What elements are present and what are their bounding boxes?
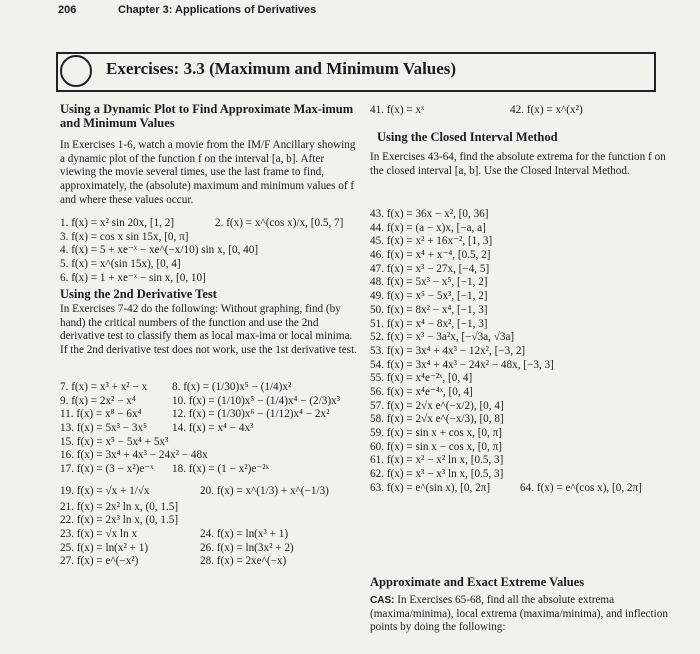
exercise-list-7-28 — [60, 381, 370, 569]
exercise-row: 54. f(x) = 3x⁴ + 4x³ − 24x² − 48x, [−3, 3] — [370, 358, 554, 371]
exercise-row: 21. f(x) = 2x² ln x, (0, 1.5] — [60, 500, 179, 513]
exercise-row: 15. f(x) = x⁵ − 5x⁴ + 5x³ — [60, 435, 169, 448]
section-circle-icon — [60, 55, 92, 87]
exercise-row: 23. f(x) = √x ln x 24. f(x) = ln(x³ + 1) — [60, 527, 289, 540]
exercise-row: 13. f(x) = 5x³ − 3x⁵ 14. f(x) = x⁴ − 4x³ — [60, 422, 254, 435]
heading-approximate-exact: Approximate and Exact Extreme Values — [370, 575, 585, 589]
cas-label: CAS: — [370, 595, 395, 606]
exercise-list-1-6 — [60, 217, 370, 285]
exercise-64: 64. f(x) = e^(cos x), [0, 2π] — [520, 481, 642, 494]
exercise-row: 61. f(x) = x² − x² ln x, [0.5, 3] — [370, 454, 504, 467]
exercise-row: 59. f(x) = sin x + cos x, [0, π] — [370, 427, 502, 439]
exercise-row: 16. f(x) = 3x⁴ + 4x³ − 24x² − 48x — [60, 449, 208, 462]
paragraph-2nd-derivative: In Exercises 7-42 do the following: Without graphing, find (by hand) the critical numbers of the function and use the 2nd derivative test to classify them as local max-ima or local minima. If the 2nd derivative test does not work, use the 1st derivative test. — [60, 303, 358, 357]
paragraph-approximate-exact: CAS: In Exercises 65-68, find all the absolute extrema (maxima/minima), local extrema (maxima/minima), and inflection points by doing the following: — [370, 594, 668, 634]
exercise-row: 47. f(x) = x³ − 27x, [−4, 5] — [370, 262, 490, 275]
exercise-row: 3. f(x) = cos x sin 15x, [0, π] — [60, 230, 189, 243]
exercise-row: 27. f(x) = e^(−x²) 28. f(x) = 2xe^(−x) — [60, 555, 287, 568]
exercise-row: 48. f(x) = 5x³ − x⁵, [−1, 2] — [370, 276, 488, 289]
heading-dynamic-plot: Using a Dynamic Plot to Find Approximate Max-imum and Minimum Values — [60, 102, 354, 130]
exercise-row: 51. f(x) = x⁴ − 8x², [−1, 3] — [370, 317, 488, 330]
exercise-row: 44. f(x) = (a − x)x, [−a, a] — [370, 221, 486, 234]
exercise-row: 25. f(x) = ln(x² + 1) 26. f(x) = ln(3x² + 2) — [60, 541, 294, 554]
paragraph-dynamic-plot: In Exercises 1-6, watch a movie from the IM/F Ancillary showing a dynamic plot of the function f on the interval [a, b]. After viewing the movie several times, use the last frame to find, approximately, the (absolute) maximum and minimum values of f and where these values occur. — [60, 139, 356, 206]
heading-closed-interval: Using the Closed Interval Method — [377, 130, 558, 144]
chapter-title: Chapter 3: Applications of Derivatives — [118, 4, 317, 16]
exercise-row: 58. f(x) = 2√x e^(−x/3), [0, 8] — [370, 413, 504, 426]
paragraph-closed-interval: In Exercises 43-64, find the absolute extrema for the function f on the closed interval [a, b]. Use the Closed Interval Method. — [370, 151, 666, 177]
exercise-41: 41. f(x) = xˣ — [370, 104, 425, 116]
exercise-row: 60. f(x) = sin x − cos x, [0, π] — [370, 440, 502, 453]
exercise-row: 50. f(x) = 8x² − x⁴, [−1, 3] — [370, 303, 488, 316]
exercise-row: 55. f(x) = x⁴e⁻²ˣ, [0, 4] — [370, 372, 473, 385]
exercise-list-43-63 — [370, 208, 680, 495]
page-number: 206 — [58, 4, 77, 16]
exercise-row: 6. f(x) = 1 + xe⁻ˣ − sin x, [0, 10] — [60, 271, 206, 284]
exercise-row: 63. f(x) = e^(sin x), [0, 2π] 64. f(x) = e^(cos x), [0, 2π] — [370, 481, 642, 494]
section-title: Exercises: 3.3 (Maximum and Minimum Values) — [106, 59, 457, 78]
exercise-row: 52. f(x) = x³ − 3a²x, [−√3a, √3a] — [370, 331, 515, 344]
exercise-row: 7. f(x) = x³ + x² − x 8. f(x) = (1/30)x⁵ − (1/4)x² — [60, 381, 292, 393]
exercise-row: 56. f(x) = x⁴e⁻⁴ˣ, [0, 4] — [370, 385, 473, 398]
heading-2nd-derivative: Using the 2nd Derivative Test — [60, 287, 217, 301]
exercise-row: 53. f(x) = 3x⁴ + 4x³ − 12x², [−3, 2] — [370, 344, 526, 357]
exercise-row: 49. f(x) = x⁵ − 5x³, [−1, 2] — [370, 290, 488, 303]
exercise-row: 62. f(x) = x³ − x³ ln x, [0.5, 3] — [370, 468, 504, 481]
exercise-row: 17. f(x) = (3 − x²)e⁻ˣ 18. f(x) = (1 − x²)e⁻²ˣ — [60, 463, 269, 476]
exercise-row: 19. f(x) = √x + 1/√x 20. f(x) = x^(1/3) + x^(−1/3) — [60, 484, 329, 497]
exercise-row: 1. f(x) = x² sin 20x, [1, 2] 2. f(x) = x^(cos x)/x, [0.5, 7] — [60, 217, 344, 229]
exercise-42: 42. f(x) = x^(x²) — [510, 104, 583, 116]
exercise-row: 11. f(x) = x⁸ − 6x⁴ 12. f(x) = (1/30)x⁶ − (1/12)x⁴ − 2x² — [60, 408, 330, 421]
exercise-row: 9. f(x) = 2x² − x⁴ 10. f(x) = (1/10)x⁵ − (1/4)x⁴ − (2/3)x³ — [60, 394, 341, 407]
exercise-row: 45. f(x) = x² + 16x⁻², [1, 3] — [370, 235, 493, 248]
exercise-row: 57. f(x) = 2√x e^(−x/2), [0, 4] — [370, 399, 504, 412]
exercise-row: 4. f(x) = 5 + xe⁻ˣ − xe^(−x/10) sin x, [0, 40] — [60, 244, 259, 257]
exercise-row: 5. f(x) = x^(sin 15x), [0, 4] — [60, 258, 181, 271]
exercise-row: 46. f(x) = x⁴ + x⁻⁴, [0.5, 2] — [370, 249, 491, 262]
exercise-row: 22. f(x) = 2x³ ln x, (0, 1.5] — [60, 514, 179, 527]
exercise-row: 43. f(x) = 36x − x², [0, 36] — [370, 208, 489, 220]
